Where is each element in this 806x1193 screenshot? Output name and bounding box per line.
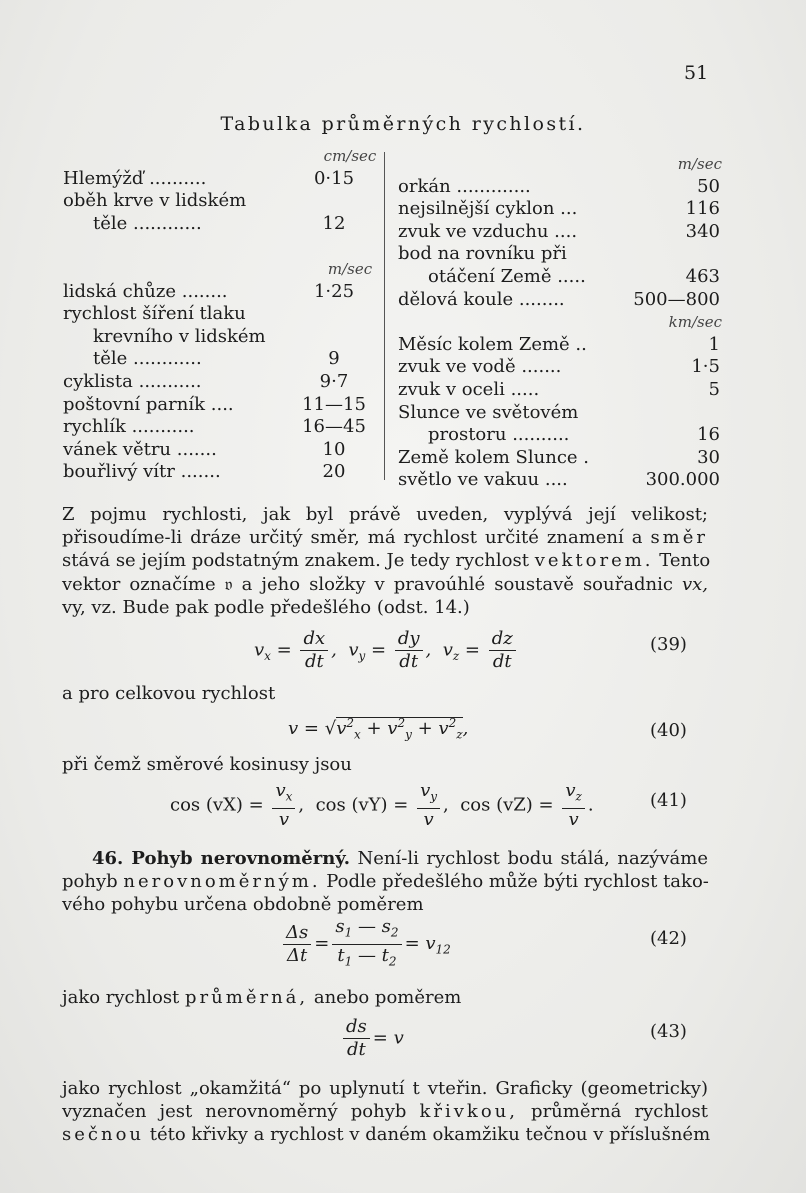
table-row [63,303,373,326]
row-value: 20 [322,461,346,483]
table-row [398,175,720,199]
row-label: rychlík ........... [63,416,195,438]
table-row [398,469,720,492]
unit-label-row [63,145,377,168]
unit-label-row [398,311,722,334]
text-average-speed: jako rychlost průměrná, anebo poměrem [62,987,462,1008]
table-row [398,220,720,244]
text-line: vektor označíme 𝔳 a jeho složky v pravoúhlé soustavě souřadnic vx, [62,573,708,595]
row-value: 30 [697,446,720,468]
text-line: pohyb nerovnoměrným. Podle předešlého může býti rychlost tako- [62,871,709,893]
text-line: přisoudíme-li dráze určitý směr, má rychlost určité znamení a směr [62,527,708,549]
unit-label: km/sec [668,313,722,332]
unit-label: m/sec [677,155,722,173]
table-right-column [398,153,722,492]
table-row [63,348,373,371]
row-label: nejsilnější cyklon ... [398,198,578,220]
row-value: 1·5 [691,356,720,378]
row-label: Měsíc kolem Země .. [398,333,587,355]
row-label: otáčení Země ..... [428,265,586,287]
row-value: 0·15 [313,167,355,189]
row-value: 9 [328,348,340,370]
paragraph-velocity-vector [62,503,711,619]
table-row [63,235,373,258]
table-row [63,281,373,304]
table-row [63,416,373,439]
row-label: zvuk v oceli ..... [398,378,540,400]
table-row [398,333,720,357]
equation-number-41: (41) [650,790,687,811]
table-row [63,190,373,213]
table-row [398,356,720,379]
equation-number-43: (43) [650,1021,687,1042]
row-label: Slunce ve světovém [398,401,579,423]
text-line: jako rychlost „okamžitá“ po uplynutí t vteřin. Graficky (geometricky) [62,1078,708,1099]
row-label: těle ............ [93,212,202,234]
row-label: bod na rovníku při [398,243,567,265]
unit-label: cm/sec [323,147,377,165]
table-row [63,213,373,236]
row-label: vánek větru ....... [63,438,217,460]
row-value: 11—15 [302,393,366,415]
equation-43: $\frac{ds}{dt}$ = v [340,1016,404,1061]
table-row [63,326,373,349]
row-value: 340 [685,220,720,242]
equation-number-40: (40) [650,720,687,741]
row-label: těle ............ [93,348,202,370]
row-value: 1·25 [313,280,355,302]
equation-40: $v = √v^2_x + v^2_y + v^2_z$, [288,716,469,742]
table-row [63,461,373,484]
row-value: 10 [322,438,346,460]
table-row [398,378,720,402]
text-line: vého pohybu určena obdobně poměrem [62,894,424,916]
section-heading: 46. Pohyb nerovnoměrný. [92,848,350,869]
equation-number-39: (39) [650,634,687,655]
equation-41: cos (vX) = $\frac{v_x}{v}$ , cos (vY) = $\frac{v_y}{v}$ , cos (vZ) = $\frac{v_z}{v}$ . [170,780,594,830]
row-value: 116 [685,198,720,220]
row-label: cyklista ........... [63,370,202,392]
row-label: orkán ............. [398,175,531,197]
row-label: krevního v lidském [93,325,266,347]
table-row [398,288,720,312]
row-value: 16—45 [302,416,366,438]
row-value: 12 [322,212,346,234]
text-direction-cosines: při čemž směrové kosinusy jsou [62,754,352,775]
row-label: rychlost šíření tlaku [63,303,246,325]
row-value: 463 [685,265,720,287]
text-line: 46. Pohyb nerovnoměrný. Není-li rychlost bodu stálá, nazýváme [92,848,708,869]
table-row [398,424,720,447]
row-value: 1 [708,333,720,355]
page-number: 51 [684,62,709,84]
row-label: poštovní parník .... [63,393,234,415]
equation-39: $v_x$ = $\frac{dx}{dt}$ , $v_y$ = $\frac{dy}{dt}$ , $v_z$ = $\frac{dz}{dt}$ [254,628,519,673]
text-total-speed: a pro celkovou rychlost [62,683,276,704]
text-line: Z pojmu rychlosti, jak byl právě uveden, vyplývá její velikost; [62,504,708,525]
table-left-column [63,145,377,484]
unit-label-row [63,258,373,281]
row-label: zvuk ve vodě ....... [398,356,562,378]
text-line: vy, vz. Bude pak podle předešlého (odst. 14.) [62,596,470,618]
table-row [398,265,720,289]
row-label: dělová koule ........ [398,288,565,310]
row-label: zvuk ve vzduchu .... [398,220,578,242]
table-row [63,394,373,417]
paragraph-instantaneous [62,1077,711,1147]
unit-label-row [398,153,722,176]
section-46 [62,847,708,917]
row-value: 50 [697,175,720,197]
text-line: sečnou této křivky a rychlost v daném okamžiku tečnou v příslušném [62,1124,711,1146]
text-line: vyznačen jest nerovnoměrný pohyb křivkou, průměrná rychlost [62,1101,708,1123]
table-row [398,243,708,266]
table-row [63,168,373,191]
table-row [63,371,373,394]
equation-number-42: (42) [650,928,687,949]
row-value: 5 [708,378,720,400]
row-label: Hlemýžď .......... [63,167,207,189]
row-label: prostoru .......... [428,424,570,446]
table-divider [384,152,385,480]
row-label: světlo ve vakuu .... [398,469,568,491]
row-label: Země kolem Slunce . [398,446,589,468]
row-label: oběh krve v lidském [63,190,247,212]
table-row [398,402,708,425]
row-value: 9·7 [319,370,349,392]
row-value: 500—800 [633,288,720,310]
row-label: bouřlivý vítr ....... [63,461,221,483]
unit-label: m/sec [327,259,373,278]
table-title: Tabulka průměrných rychlostí. [220,113,586,135]
row-label: lidská chůze ........ [63,280,228,302]
table-row [398,198,720,221]
table-row [398,446,720,470]
text-line: stává se jejím podstatným znakem. Je tedy rychlost vektorem. Tento [62,550,711,572]
row-value: 300.000 [645,469,720,491]
row-value: 16 [697,424,720,446]
equation-42: $\frac{\Delta s}{\Delta t}$ = $\frac{s_1 — s_2}{t_1 — t_2}$ = $v_{12}$ [280,916,451,972]
table-row [63,439,373,462]
